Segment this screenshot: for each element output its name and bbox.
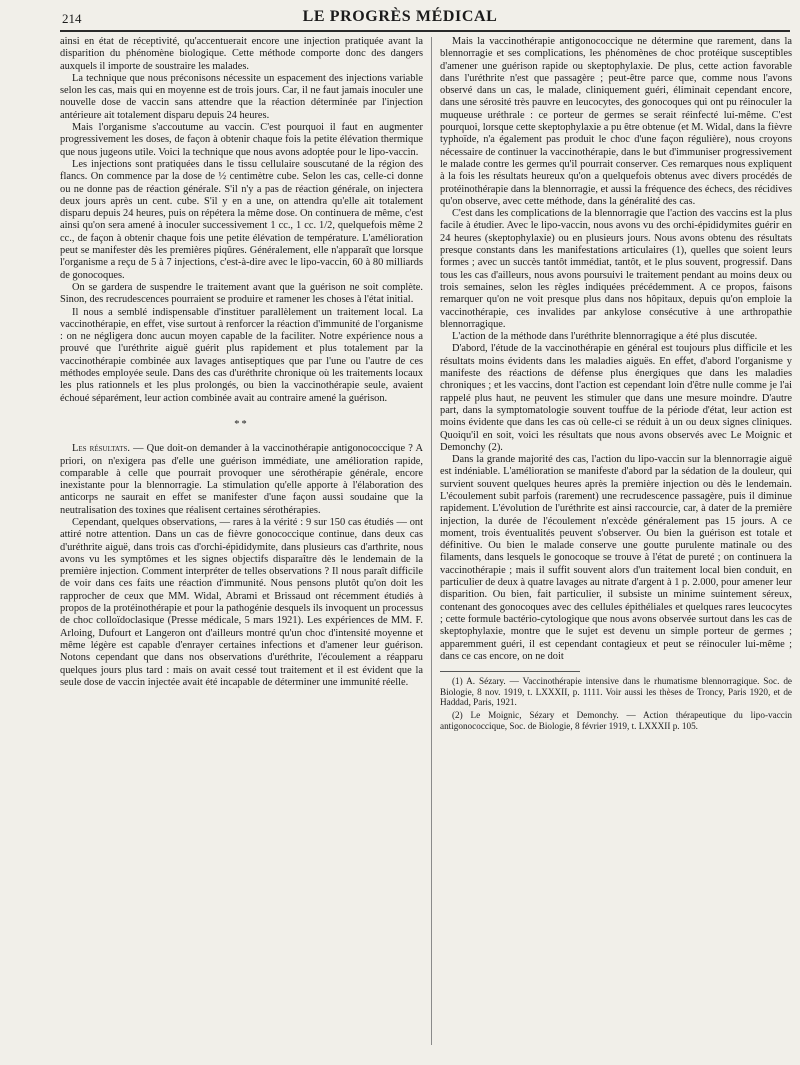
left-column	[60, 36, 423, 1056]
paragraph: Dans la grande majorité des cas, l'action du lipo-vaccin sur la blennorragie aiguë est indéniable. L'amélioration se manifeste d'abord par la sédation de la douleur, qui survient souvent quelques heures après la première injection ou dès le lendemain. L'écoulement subit parfois (rarement) une recrudescence passagère, puis il diminue rapidement. L'évolution de l'uréthrite est ainsi raccourcie, car, à dater de la première injection, la durée de l'écoulement n'excède généralement pas 15 jours. A ce moment, trois éventualités peuvent s'observer. Ou bien la guérison est totale et définitive. Ou bien le malade conserve une goutte purulente matinale ou des filaments, dans lesquels le gonocoque se trouve à l'état de pureté ; on continuera la vaccinothérapie ; mais il suffit souvent alors d'un traitement local bien conduit, en particulier de deux à quatre lavages au nitrate d'argent à 1 p. 2.000, pour amener leur disparition. Ou bien, fait particulier, il subsiste un minime suintement séreux, contenant des gonocoques avec des cellules épithéliales et quelques rares leucocytes ; cette formule bactério-cytologique que nous avons observée surtout dans les cas de skeptophylaxie, montre que le sujet est devenu un simple porteur de germes ; apparemment guéri, il est cependant contagieux et peut se réinoculer lui-même ; dans ce cas encore, on ne doit	[440, 454, 792, 662]
footnotes	[440, 676, 792, 731]
paragraph: Il nous a semblé indispensable d'instituer parallèlement un traitement local. La vaccinothérapie, en effet, vise surtout à renforcer la réaction d'immunité de l'organisme : on ne négligera donc aucun moyen capable de la faciliter. Notre expérience nous a prouvé que l'uréthrite aiguë guérit plus rapidement et plus totalement par la vaccinothérapie combinée aux lavages antiseptiques que par l'une ou l'autre de ces méthodes employée seule. Dans des cas d'uréthrite chronique où les traitements locaux les plus rationnels et les plus prolongés, ou bien la vaccinothérapie seule, avaient échoué séparément, leur action combinée avait au contraire amené la guérison.	[60, 306, 423, 404]
section-separator: **	[234, 418, 249, 430]
paragraph: C'est dans les complications de la blennorragie que l'action des vaccins est la plus facile à étudier. Avec le lipo-vaccin, nous avons vu des orchi-épididymites guérir en 24 heures (skeptophylaxie) ou en plusieurs jours. Nous avons obtenu des résultats presque constants dans les manifestations articulaires (1), quelles que soient leurs formes ; avec un succès tantôt immédiat, tantôt, et le plus souvent, progressif. Dans tous les cas d'ailleurs, nous avons poursuivi le traitement pendant au moins deux ou trois semaines, selon les règles indiquées précédemment. A ce propos, faisons remarquer qu'on ne voit presque plus dans nos hôpitaux, depuis qu'on emploie la vaccinothérapie, ces invalides par ankylose consécutive à une arthropathie blennorragique.	[440, 208, 792, 330]
paragraph: ainsi en état de réceptivité, qu'accentuerait encore une injection pratiquée avant la disparition du phénomène biologique. Cette méthode comporte donc des dangers auxquels il importe de soustraire les malades.	[60, 36, 423, 72]
paragraph: D'abord, l'étude de la vaccinothérapie en général est toujours plus difficile et les résultats moins évidents dans les maladies aiguës. En effet, d'abord l'organisme y manifeste des réactions de défense plus énergiques que dans les maladies chroniques ; et les vaccins, dont l'action est cependant loin d'être nulle comme je l'ai rappelé plus haut, ne peuvent les stimuler que dans une mesure moindre. D'autre part, dans la symptomatologie souvent touffue de la période d'état, leur action est moins évidente que dans les cas où celle-ci se réduit à un ou deux signes cliniques. Quoiqu'il en soit, voici les résultats que nous avons observés avec Le Moignic et Demonchy (2).	[440, 343, 792, 453]
paragraph: On se gardera de suspendre le traitement avant que la guérison ne soit complète. Sinon, des recrudescences pourraient se produire et ramener les choses à l'état initial.	[60, 281, 423, 306]
paragraph: Mais la vaccinothérapie antigonococcique ne détermine que rarement, dans la blennorragie et ses complications, les phénomènes de choc protéique susceptibles d'amener une guérison rapide ou skeptophylaxie. De plus, cette action favorable dans l'uréthrite n'est que passagère ; peut-être parce que, comme nous l'avons observé dans un cas, le malade, cliniquement guéri, éliminait cependant encore, dans une sérosité très pauvre en leucocytes, des gonocoques qui ont pu réinoculer la muqueuse uréthrale : ce porteur de germes se serait réinfecté lui-même. C'est pourquoi, lorsque cette skeptophylaxie a pu être obtenue (et M. Widal, dans la fièvre typhoïde, n'a également pas produit le choc d'une façon régulière), nous croyons nécessaire de continuer la vaccinothérapie, dans le but d'immuniser progressivement le malade contre les germes qu'il pourrait conserver. Ces remarques nous expliquent à la fois les résultats heureux qu'on a quelquefois obtenus avec divers procédés de protéinothérapie dans la blennorragie, et aussi la fréquence des échecs, des récidives qu'on observe, avec cette méthode, dans la généralité des cas.	[440, 36, 792, 207]
paragraph: La technique que nous préconisons nécessite un espacement des injections variable selon les cas, mais qui en moyenne est de trois jours. Car, il ne faut jamais inoculer une nouvelle dose de vaccin sans attendre que la réaction déterminée par l'injection antérieure ait totalement disparu depuis 24 heures.	[60, 72, 423, 121]
results-heading: Les résultats.	[72, 443, 130, 455]
page-header	[0, 8, 800, 30]
column-divider	[431, 37, 432, 1045]
journal-title: LE PROGRÈS MÉDICAL	[302, 8, 498, 25]
right-column	[440, 36, 792, 1056]
paragraph: L'action de la méthode dans l'uréthrite blennorragique a été plus discutée.	[452, 331, 758, 343]
paragraph: Les injections sont pratiquées dans le tissu cellulaire souscutané de la région des flancs. On commence par la dose de ½ centimètre cube. Selon les cas, celle-ci donne ou ne donne pas de réaction générale. S'il n'y a pas de réaction générale, on injectera deux jours après un cent. cube. S'il y en a une, on attendra qu'elle ait totalement disparu depuis 24 heures, puis on répétera la même dose. On continuera de même, c'est ainsi qu'on sera amené à inoculer successivement 1 cc., 1 cc. 1/2, quelquefois même 2 cc., de façon à obtenir chaque fois une petite élévation de température. L'amélioration peut se manifester dès les premières piqûres. Généralement, elle n'apparaît que lorsque l'organisme a reçu de 5 à 7 injections, c'est-à-dire avec le lipo-vaccin, 60 à 80 milliards de gonocoques.	[60, 158, 423, 281]
footnote: (1) A. Sézary. — Vaccinothérapie intensive dans le rhumatisme blennorragique. Soc. de Biologie, 8 nov. 1919, t. LXXXII, p. 1111. Voir aussi les thèses de Troncy, Paris 1920, et de Haddad, Paris, 1921.	[440, 676, 792, 708]
paragraph	[60, 443, 423, 517]
footnote-rule	[440, 671, 580, 672]
page-number: 214	[62, 11, 82, 26]
footnote: (2) Le Moignic, Sézary et Demonchy. — Action thérapeutique du lipo-vaccin antigonococcique, Soc. de Biologie, 8 février 1919, t. LXXXII p. 105.	[440, 709, 792, 731]
paragraph-text: — Que doit-on demander à la vaccinothérapie antigonococcique ? A priori, on n'exigera pas d'elle une guérison immédiate, une amélioration rapide, comparable à celle que pourrait provoquer une sérothérapie générale, encore inexistante pour la blennorragie. La stimulation qu'elle apporte à l'élaboration des anticorps ne saurait en effet se manifester d'une façon aussi soudaine que la neutralisation des toxines que réalisent certaines sérothérapies.	[60, 443, 423, 516]
paragraph: Cependant, quelques observations, — rares à la vérité : 9 sur 150 cas étudiés — ont attiré notre attention. Dans un cas de fièvre gonococcique continue, dans deux cas d'uréthrite aiguë, dans trois cas d'orchi-épididymite, dans plusieurs cas d'arthrite, nous avons vu les symptômes et les signes objectifs disparaître dès le lendemain de la première injection. Comment interpréter de telles observations ? Il nous paraît difficile de voir dans ces faits une réaction d'immunité. Nous pensons plutôt qu'on doit les rapprocher de ceux que MM. Widal, Abrami et Brissaud ont récemment étudiés à propos de la protéinothérapie et pour la pathogénie desquels ils invoquent un processus de choc colloïdoclasique (Presse médicale, 5 mars 1921). Les expériences de MM. F. Arloing, Dufourt et Langeron ont d'ailleurs montré qu'un choc d'intensité moyenne et même légère est capable d'enrayer certaines infections et d'amener leur guérison. Notons cependant que dans nos observations d'uréthrite, l'écoulement a réapparu quelques jours plus tard : mais on avait cessé tout traitement et il est évident que la seule dose de vaccin injectée avait été incapable de déterminer une immunité réelle.	[60, 516, 423, 688]
paragraph: Mais l'organisme s'accoutume au vaccin. C'est pourquoi il faut en augmenter progressivement les doses, de façon à obtenir chaque fois la petite élévation thermique que nous jugeons utile. Voici la technique que nous avons adoptée pour le lipo-vaccin.	[60, 122, 423, 158]
header-rule	[60, 30, 790, 32]
